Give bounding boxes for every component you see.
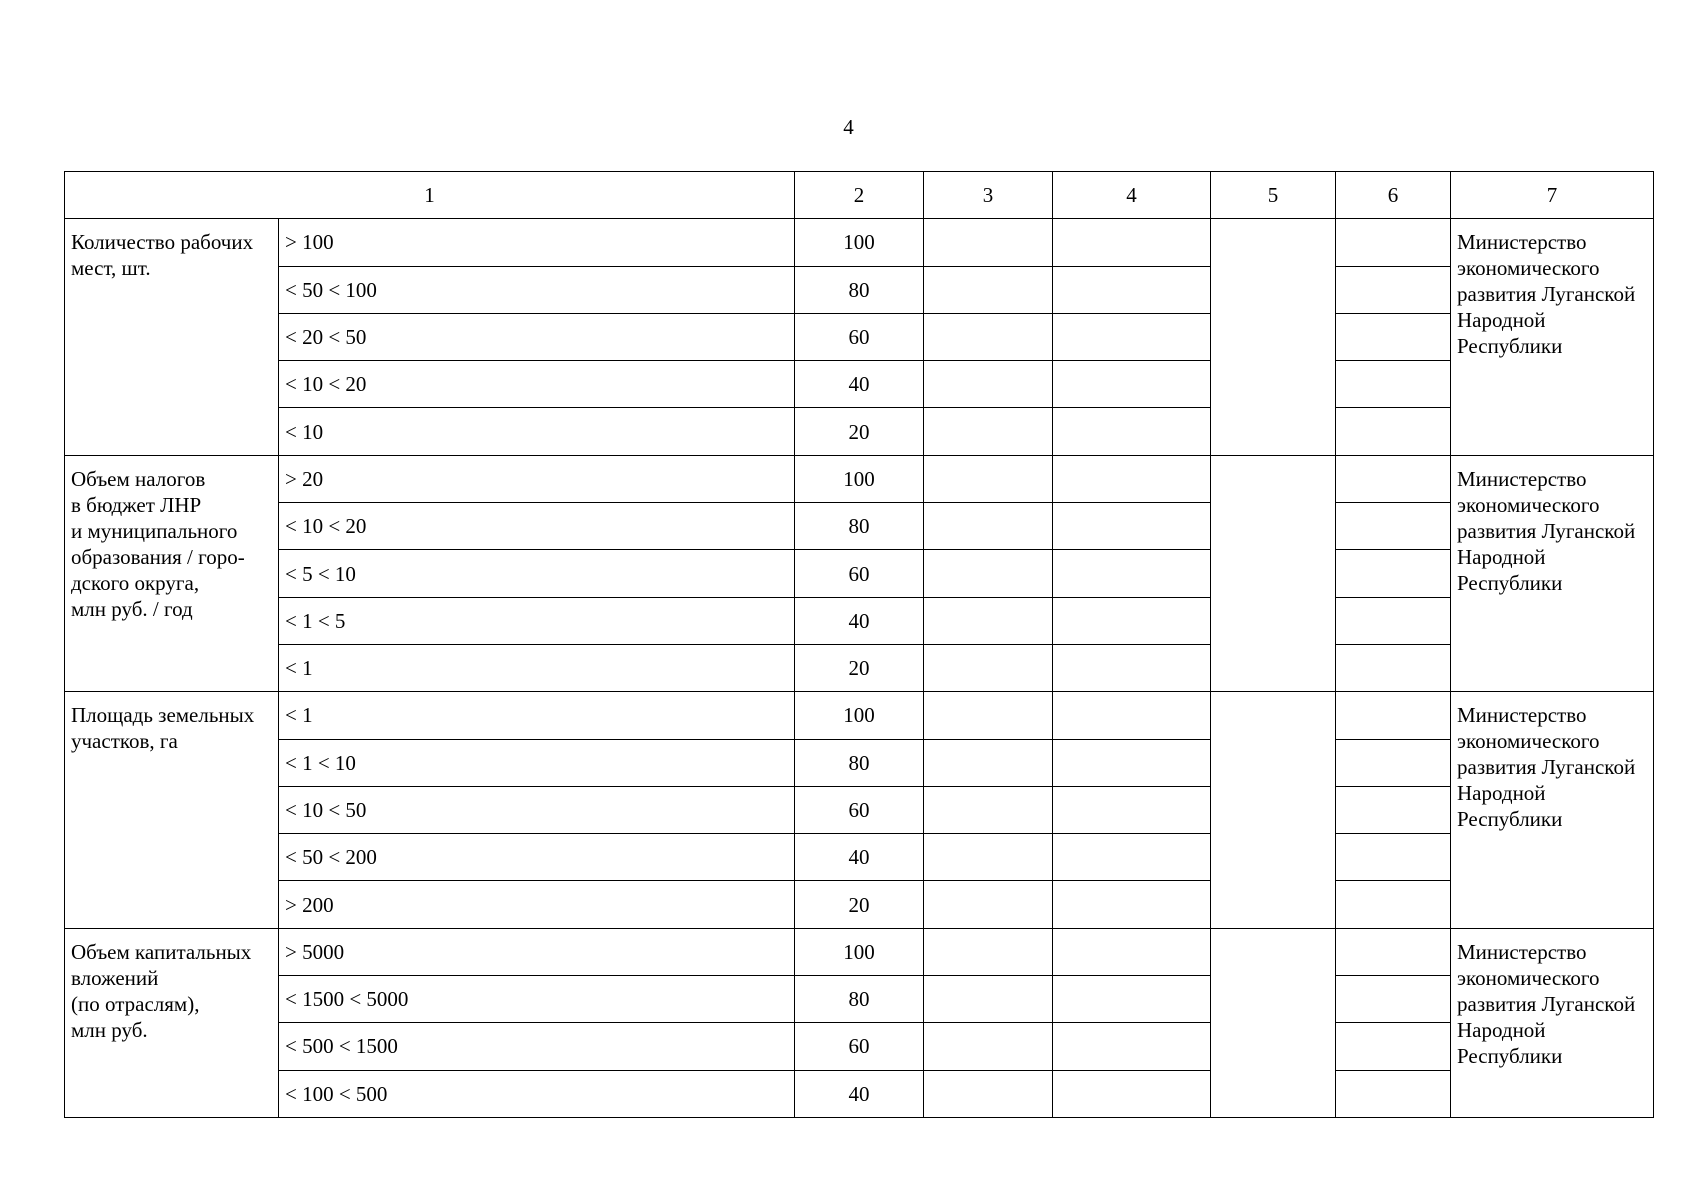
indicator-cell: Объем налогов в бюджет ЛНР и муниципального образования / горо- дского округа, млн руб. / год bbox=[65, 455, 279, 691]
header-col-3: 3 bbox=[924, 172, 1053, 219]
range-cell: > 20 bbox=[279, 455, 795, 502]
empty-cell-col-6 bbox=[1336, 976, 1451, 1023]
table-row bbox=[65, 266, 1654, 313]
empty-cell-col-6 bbox=[1336, 881, 1451, 928]
empty-cell-col-3 bbox=[924, 644, 1053, 691]
empty-cell-col-3 bbox=[924, 976, 1053, 1023]
empty-cell-col-6 bbox=[1336, 739, 1451, 786]
score-cell: 40 bbox=[795, 361, 924, 408]
score-cell: 40 bbox=[795, 834, 924, 881]
score-cell: 60 bbox=[795, 786, 924, 833]
range-cell: < 1 < 10 bbox=[279, 739, 795, 786]
range-cell: < 10 < 20 bbox=[279, 503, 795, 550]
header-col-6: 6 bbox=[1336, 172, 1451, 219]
score-cell: 100 bbox=[795, 692, 924, 739]
table-row bbox=[65, 834, 1654, 881]
header-row bbox=[65, 172, 1654, 219]
range-cell: > 100 bbox=[279, 219, 795, 266]
empty-cell-col-6 bbox=[1336, 408, 1451, 455]
empty-cell-col-6 bbox=[1336, 361, 1451, 408]
empty-cell-col-4 bbox=[1053, 976, 1211, 1023]
table-row bbox=[65, 408, 1654, 455]
score-cell: 40 bbox=[795, 597, 924, 644]
organization-cell: Министерство экономического развития Луганской Народной Республики bbox=[1451, 219, 1654, 455]
empty-cell-col-4 bbox=[1053, 739, 1211, 786]
empty-cell-col-5 bbox=[1211, 928, 1336, 1117]
empty-cell-col-4 bbox=[1053, 786, 1211, 833]
table-body bbox=[65, 172, 1654, 1118]
score-cell: 80 bbox=[795, 503, 924, 550]
empty-cell-col-3 bbox=[924, 1023, 1053, 1070]
empty-cell-col-6 bbox=[1336, 1070, 1451, 1117]
empty-cell-col-6 bbox=[1336, 786, 1451, 833]
score-cell: 80 bbox=[795, 266, 924, 313]
range-cell: > 5000 bbox=[279, 928, 795, 975]
range-cell: < 500 < 1500 bbox=[279, 1023, 795, 1070]
indicator-cell: Площадь земельных участков, га bbox=[65, 692, 279, 928]
empty-cell-col-5 bbox=[1211, 219, 1336, 455]
empty-cell-col-6 bbox=[1336, 219, 1451, 266]
empty-cell-col-4 bbox=[1053, 644, 1211, 691]
empty-cell-col-6 bbox=[1336, 597, 1451, 644]
score-cell: 60 bbox=[795, 550, 924, 597]
range-cell: > 200 bbox=[279, 881, 795, 928]
range-cell: < 1 bbox=[279, 692, 795, 739]
empty-cell-col-6 bbox=[1336, 834, 1451, 881]
table-row bbox=[65, 1023, 1654, 1070]
range-cell: < 50 < 200 bbox=[279, 834, 795, 881]
header-col-4: 4 bbox=[1053, 172, 1211, 219]
range-cell: < 10 < 50 bbox=[279, 786, 795, 833]
empty-cell-col-6 bbox=[1336, 455, 1451, 502]
empty-cell-col-4 bbox=[1053, 881, 1211, 928]
empty-cell-col-6 bbox=[1336, 313, 1451, 360]
empty-cell-col-4 bbox=[1053, 503, 1211, 550]
range-cell: < 1500 < 5000 bbox=[279, 976, 795, 1023]
header-col-7: 7 bbox=[1451, 172, 1654, 219]
score-cell: 20 bbox=[795, 644, 924, 691]
empty-cell-col-4 bbox=[1053, 550, 1211, 597]
table-row bbox=[65, 313, 1654, 360]
empty-cell-col-3 bbox=[924, 881, 1053, 928]
empty-cell-col-5 bbox=[1211, 455, 1336, 691]
empty-cell-col-4 bbox=[1053, 219, 1211, 266]
table-row bbox=[65, 1070, 1654, 1117]
table-row bbox=[65, 786, 1654, 833]
indicator-cell: Объем капитальных вложений (по отраслям), млн руб. bbox=[65, 928, 279, 1117]
table-row bbox=[65, 881, 1654, 928]
empty-cell-col-3 bbox=[924, 786, 1053, 833]
empty-cell-col-3 bbox=[924, 503, 1053, 550]
page-number: 4 bbox=[843, 115, 854, 139]
empty-cell-col-4 bbox=[1053, 408, 1211, 455]
score-cell: 100 bbox=[795, 928, 924, 975]
header-col-2: 2 bbox=[795, 172, 924, 219]
score-cell: 20 bbox=[795, 408, 924, 455]
empty-cell-col-3 bbox=[924, 739, 1053, 786]
score-cell: 100 bbox=[795, 219, 924, 266]
table-row bbox=[65, 739, 1654, 786]
header-col-5: 5 bbox=[1211, 172, 1336, 219]
table-row bbox=[65, 597, 1654, 644]
empty-cell-col-3 bbox=[924, 266, 1053, 313]
empty-cell-col-3 bbox=[924, 834, 1053, 881]
empty-cell-col-3 bbox=[924, 597, 1053, 644]
empty-cell-col-3 bbox=[924, 550, 1053, 597]
indicator-cell: Количество рабочих мест, шт. bbox=[65, 219, 279, 455]
table-row bbox=[65, 219, 1654, 266]
organization-cell: Министерство экономического развития Луганской Народной Республики bbox=[1451, 928, 1654, 1117]
empty-cell-col-4 bbox=[1053, 313, 1211, 360]
range-cell: < 10 < 20 bbox=[279, 361, 795, 408]
table-row bbox=[65, 503, 1654, 550]
empty-cell-col-3 bbox=[924, 219, 1053, 266]
empty-cell-col-5 bbox=[1211, 692, 1336, 928]
score-cell: 20 bbox=[795, 881, 924, 928]
criteria-table bbox=[64, 171, 1654, 1118]
table-row bbox=[65, 928, 1654, 975]
empty-cell-col-6 bbox=[1336, 503, 1451, 550]
range-cell: < 5 < 10 bbox=[279, 550, 795, 597]
range-cell: < 50 < 100 bbox=[279, 266, 795, 313]
empty-cell-col-3 bbox=[924, 361, 1053, 408]
empty-cell-col-4 bbox=[1053, 834, 1211, 881]
empty-cell-col-3 bbox=[924, 692, 1053, 739]
range-cell: < 1 < 5 bbox=[279, 597, 795, 644]
empty-cell-col-3 bbox=[924, 455, 1053, 502]
organization-cell: Министерство экономического развития Луганской Народной Республики bbox=[1451, 692, 1654, 928]
empty-cell-col-3 bbox=[924, 1070, 1053, 1117]
range-cell: < 20 < 50 bbox=[279, 313, 795, 360]
table-row bbox=[65, 455, 1654, 502]
empty-cell-col-6 bbox=[1336, 266, 1451, 313]
range-cell: < 100 < 500 bbox=[279, 1070, 795, 1117]
range-cell: < 1 bbox=[279, 644, 795, 691]
organization-cell: Министерство экономического развития Луганской Народной Республики bbox=[1451, 455, 1654, 691]
empty-cell-col-4 bbox=[1053, 361, 1211, 408]
table-row bbox=[65, 361, 1654, 408]
empty-cell-col-6 bbox=[1336, 928, 1451, 975]
score-cell: 40 bbox=[795, 1070, 924, 1117]
score-cell: 100 bbox=[795, 455, 924, 502]
score-cell: 80 bbox=[795, 976, 924, 1023]
empty-cell-col-3 bbox=[924, 928, 1053, 975]
empty-cell-col-4 bbox=[1053, 597, 1211, 644]
table-row bbox=[65, 644, 1654, 691]
table-row bbox=[65, 976, 1654, 1023]
table-row bbox=[65, 550, 1654, 597]
empty-cell-col-4 bbox=[1053, 1070, 1211, 1117]
empty-cell-col-6 bbox=[1336, 1023, 1451, 1070]
score-cell: 60 bbox=[795, 1023, 924, 1070]
empty-cell-col-6 bbox=[1336, 550, 1451, 597]
empty-cell-col-4 bbox=[1053, 455, 1211, 502]
score-cell: 60 bbox=[795, 313, 924, 360]
range-cell: < 10 bbox=[279, 408, 795, 455]
empty-cell-col-4 bbox=[1053, 266, 1211, 313]
empty-cell-col-3 bbox=[924, 408, 1053, 455]
empty-cell-col-4 bbox=[1053, 1023, 1211, 1070]
empty-cell-col-3 bbox=[924, 313, 1053, 360]
table-row bbox=[65, 692, 1654, 739]
header-col-1: 1 bbox=[65, 172, 795, 219]
empty-cell-col-6 bbox=[1336, 692, 1451, 739]
empty-cell-col-6 bbox=[1336, 644, 1451, 691]
score-cell: 80 bbox=[795, 739, 924, 786]
empty-cell-col-4 bbox=[1053, 928, 1211, 975]
empty-cell-col-4 bbox=[1053, 692, 1211, 739]
